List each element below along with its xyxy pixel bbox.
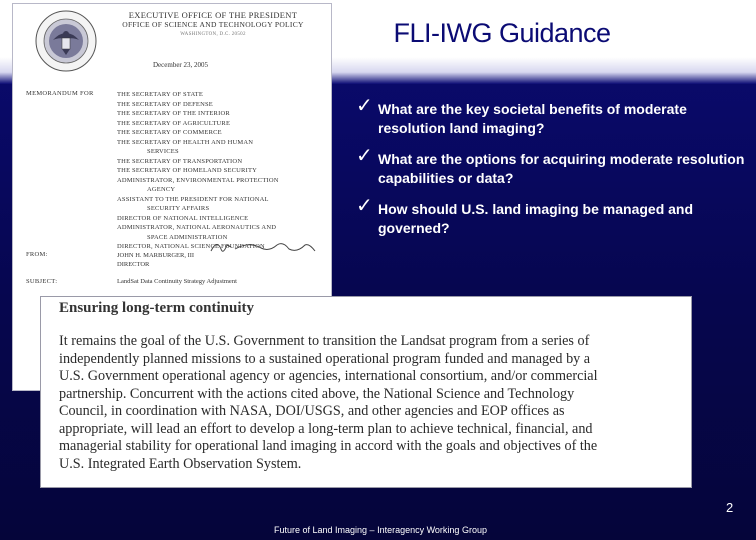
recipient-line: THE SECRETARY OF AGRICULTURE [117, 119, 231, 127]
checkmark-icon: ✓ [356, 145, 373, 167]
letterhead-line1: EXECUTIVE OFFICE OF THE PRESIDENT [128, 10, 298, 20]
recipient-line: THE SECRETARY OF HOMELAND SECURITY [117, 167, 258, 174]
memo-from [117, 251, 194, 269]
checkmark-icon: ✓ [356, 195, 373, 217]
excerpt-line: It remains the goal of the U.S. Government to transition the Landsat program from a series of [59, 333, 590, 349]
recipient-line: AGENCY [147, 186, 176, 193]
memo-date: December 23, 2005 [153, 61, 209, 69]
recipient-line: THE SECRETARY OF STATE [117, 91, 203, 98]
recipient-line: SECURITY AFFAIRS [147, 205, 210, 212]
letterhead-line2: OFFICE OF SCIENCE AND TECHNOLOGY POLICY [122, 20, 304, 29]
bullet-text: How should U.S. land imaging be managed and governed? [378, 201, 694, 236]
from-name: JOHN H. MARBURGER, III [117, 252, 195, 259]
excerpt-line: U.S. Integrated Earth Observation System. [59, 455, 302, 472]
memo-subject: LandSat Data Continuity Strategy Adjustment [117, 278, 237, 285]
bullet-text: What are the key societal benefits of moderate resolution land imaging? [378, 101, 687, 136]
recipient-line: THE SECRETARY OF HEALTH AND HUMAN [117, 138, 254, 146]
recipient-line: DIRECTOR OF NATIONAL INTELLIGENCE [117, 214, 249, 222]
excerpt-line: appropriate, will lead an effort to develop a long-term plan to achieve technical, financial, and [59, 420, 593, 437]
excerpt-paragraph [59, 333, 689, 473]
signature-icon [209, 235, 319, 259]
recipient-line: ASSISTANT TO THE PRESIDENT FOR NATIONAL [117, 195, 269, 203]
guidance-questions [356, 95, 746, 250]
from-title: DIRECTOR [117, 261, 150, 268]
slide-title: FLI-IWG Guidance [393, 18, 611, 48]
presidential-seal-icon [35, 10, 97, 72]
excerpt-line: Council, in coordination with NASA, DOI/USGS, and other agencies and EOP offices as [59, 403, 565, 419]
recipient-line: DIRECTOR, NATIONAL SCIENCE FOUNDATION [117, 243, 265, 250]
slide-footer: Future of Land Imaging – Interagency Working Group [274, 525, 487, 535]
excerpt-line: partnership. Concurrent with the actions cited above, the National Science and Technology [59, 385, 575, 402]
page-number: 2 [726, 500, 734, 515]
bullet-text: What are the options for acquiring moderate resolution capabilities or data? [378, 151, 745, 186]
memorandum-label: MEMORANDUM FOR [26, 90, 94, 97]
letterhead-line3: WASHINGTON, D.C. 20502 [180, 32, 246, 37]
from-label: FROM: [26, 251, 48, 258]
recipient-line: SERVICES [147, 148, 179, 155]
checkmark-icon: ✓ [356, 95, 373, 117]
memo-letterhead [103, 10, 323, 40]
recipient-line: ADMINISTRATOR, NATIONAL AERONAUTICS AND [117, 224, 277, 231]
continuity-excerpt [40, 296, 692, 488]
excerpt-heading: Ensuring long-term continuity [59, 300, 255, 316]
recipient-line: THE SECRETARY OF DEFENSE [117, 100, 213, 108]
recipient-line: THE SECRETARY OF THE INTERIOR [117, 110, 230, 117]
excerpt-line: U.S. Government operational agency or agencies, international consortium, and/or commercial [59, 368, 598, 384]
recipient-line: THE SECRETARY OF COMMERCE [117, 129, 222, 136]
subject-label: SUBJECT: [26, 278, 58, 285]
excerpt-line: managerial stability for operational land imaging in accord with the goals and objectives of the [59, 438, 598, 454]
bullet-item [356, 145, 746, 188]
bullet-item [356, 95, 746, 138]
recipient-line: SPACE ADMINISTRATION [147, 233, 228, 241]
recipient-line: THE SECRETARY OF TRANSPORTATION [117, 157, 243, 165]
bullet-item [356, 195, 746, 238]
excerpt-line: independently planned missions to a sustained operational program funded and managed by a [59, 350, 591, 367]
recipient-line: ADMINISTRATOR, ENVIRONMENTAL PROTECTION [117, 176, 279, 184]
recipient-list [117, 90, 327, 252]
